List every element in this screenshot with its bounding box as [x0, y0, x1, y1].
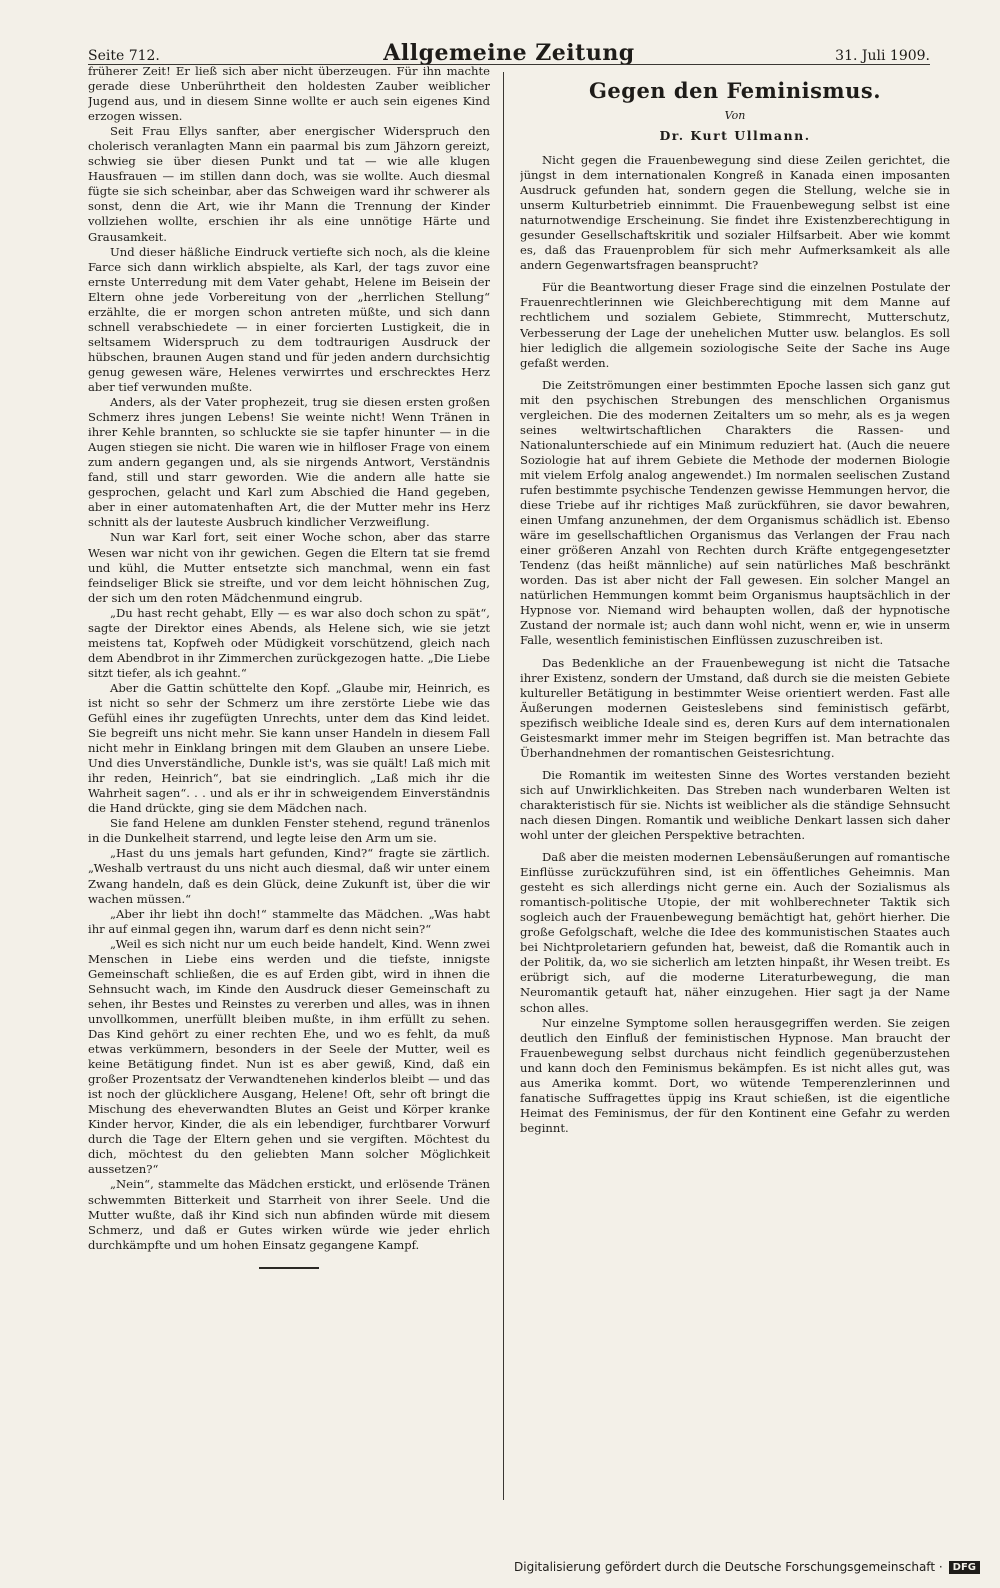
column-divider [503, 72, 504, 1500]
article-paragraph: Die Zeitströmungen einer bestimmten Epoche lassen sich ganz gut mit den psychischen Strebungen des menschlichen Organismus vergleichen. Die des modernen Zeitalters um so mehr, als es ja wegen seines weltwirtschaftlichen Charakters die Rassen- und Nationalunterschiede auf ein Minimum reduziert hat. (Auch die neuere Soziologie hat auf ihrem Gebiete die Methode der modernen Biologie mit vielem Erfolg analog angewendet.) Im normalen seelischen Zustand rufen bestimmte psychische Tendenzen gewisse Hemmungen hervor, die diese Triebe auf ihr richtiges Maß zurückführen, sie davor bewahren, einen Umfang anzunehmen, der dem Organismus schädlich ist. Ebenso wäre im gesellschaftlichen Organismus das Verlangen der Frau nach einer größeren Anzahl von Rechten durch Kräfte entgegengesetzter Tendenz (das heißt männliche) auf sein natürliches Maß beschränkt worden. Das ist aber nicht der Fall gewesen. Ein solcher Mangel an natürlichen Hemmungen kommt beim Organismus hauptsächlich in der Hypnose vor. Niemand wird behaupten wollen, daß der hypnotische Zustand der normale ist; auch dann wohl nicht, wenn er, wie in unserm Falle, wesentlich feministischen Einflüssen zuzuschreiben ist. [520, 377, 950, 648]
article-paragraph: Die Romantik im weitesten Sinne des Wortes verstanden bezieht sich auf Unwirklichkeiten. Das Streben nach wunderbaren Welten ist charakteristisch für sie. Nichts ist weiblicher als die ständige Sehnsucht nach diesen Dingen. Romantik und weibliche Denkart lassen sich daher wohl unter der gleichen Perspektive betrachten. [520, 767, 950, 843]
newspaper-title: Allgemeine Zeitung [383, 40, 635, 66]
left-column [88, 64, 490, 1504]
story-paragraph: Aber die Gattin schüttelte den Kopf. „Glaube mir, Heinrich, es ist nicht so sehr der Schmerz um ihre zerstörte Liebe wie das Gefühl eines ihr zugefügten Unrechts, unter dem das Kind leidet. Sie begreift uns nicht mehr. Sie kann unser Handeln in diesem Fall nicht mehr in Einklang bringen mit dem Glauben an unsere Liebe. Und dies Unverständliche, Dunkle ist's, was sie quält! Laß mich mit ihr reden, Heinrich“, bat sie eindringlich. „Laß mich ihr die Wahrheit sagen“. . . und als er ihr in schweigendem Einverständnis die Hand drückte, ging sie dem Mädchen nach. [88, 680, 490, 816]
story-paragraph: Seit Frau Ellys sanfter, aber energischer Widerspruch den cholerisch veranlagten Mann ein paarmal bis zum Jähzorn gereizt, schwieg sie über diesen Punkt und tat — wie alle klugen Hausfrauen — im stillen dann doch, was sie wollte. Auch diesmal fügte sie sich scheinbar, aber das Schweigen ward ihr schwerer als sonst, denn die Art, wie ihr Mann die Trennung der Kinder vollziehen wollte, erschien ihr als eine unnötige Härte und Grausamkeit. [88, 124, 490, 244]
article-paragraph: Nicht gegen die Frauenbewegung sind diese Zeilen gerichtet, die jüngst in dem internationalen Kongreß in Kanada einen imposanten Ausdruck gefunden hat, sondern gegen die Stellung, welche sie in unserm Kulturbetrieb einnimmt. Die Frauenbewegung selbst ist eine naturnotwendige Erscheinung. Sie findet ihre Existenzberechtigung in gesunder Gesellschaftskritik und sozialer Hilfsarbeit. Aber wie kommt es, daß das Frauenproblem für sich mehr Aufmerksamkeit als alle andern Gegenwartsfragen beansprucht? [520, 153, 950, 273]
article-author: Dr. Kurt Ullmann. [659, 128, 811, 143]
issue-date: 31. Juli 1909. [835, 48, 930, 64]
funding-credit: Digitalisierung gefördert durch die Deutsche Forschungsgemeinschaft · [514, 1560, 943, 1574]
story-paragraph: „Aber ihr liebt ihn doch!“ stammelte das Mädchen. „Was habt ihr auf einmal gegen ihn, warum darf es denn nicht sein?“ [88, 906, 490, 936]
digitization-footer [514, 1560, 980, 1574]
article-paragraph: Das Bedenkliche an der Frauenbewegung ist nicht die Tatsache ihrer Existenz, sondern der Umstand, daß durch sie die meisten Gebiete kultureller Betätigung in bestimmter Weise orientiert werden. Fast alle Äußerungen modernen Geisteslebens sind feministisch gefärbt, spezifisch weibliche Ideale sind es, deren Kurs auf dem internationalen Geistesmarkt immer mehr im Steigen begriffen ist. Man betrachte das Überhandnehmen der romantischen Geistesrichtung. [520, 655, 950, 760]
story-paragraph: früherer Zeit! Er ließ sich aber nicht überzeugen. Für ihn machte gerade diese Unberührtheit den holdesten Zauber weiblicher Jugend aus, und in diesem Sinne wollte er auch sein eigenes Kind erzogen wissen. [88, 64, 490, 124]
right-column [520, 64, 950, 1504]
article-title: Gegen den Feminismus. [588, 78, 882, 103]
article-byline-von: Von [724, 109, 746, 122]
article-paragraph: Für die Beantwortung dieser Frage sind die einzelnen Postulate der Frauenrechtlerinnen wie Gleichberechtigung mit dem Manne auf rechtlichem und sozialem Gebiete, Stimmrecht, Mutterschutz, Verbesserung der Lage der unehelichen Mutter usw. belanglos. Es soll hier lediglich die allgemein soziologische Seite der Sache ins Auge gefaßt werden. [520, 280, 950, 370]
story-paragraph: „Weil es sich nicht nur um euch beide handelt, Kind. Wenn zwei Menschen in Liebe eins werden und die tiefste, innigste Gemeinschaft schließen, die es auf Erden gibt, wird in ihnen die Sehnsucht wach, im Kinde den Ausdruck dieser Gemeinschaft zu sehen, ihr Bestes und Reinstes zu vererben und alles, was in ihnen unvollkommen, unerfüllt bleiben mußte, in ihm erfüllt zu sehen. Das Kind gehört zu einer rechten Ehe, und wo es fehlt, da muß etwas verkümmern, besonders in der Seele der Mutter, weil es keine Betätigung findet. Nun ist es aber gewiß, Kind, daß ein großer Prozentsatz der Verwandtenehen kinderlos bleibt — und das ist noch der glücklichere Ausgang, Helene! Oft, sehr oft bringt die Mischung des eheverwandten Blutes an Geist und Körper kranke Kinder hervor, Kinder, die als ein lebendiger, furchtbarer Vorwurf durch die Tage der Eltern gehen und sie vergiften. Möchtest du dich, möchtest du den geliebten Mann solcher Möglichkeit aussetzen?“ [88, 936, 490, 1177]
page-number: Seite 712. [88, 48, 160, 64]
story-paragraph: „Du hast recht gehabt, Elly — es war also doch schon zu spät“, sagte der Direktor eines Abends, als Helene sich, wie sie jetzt meistens tat, Kopfweh oder Müdigkeit vorschützend, gleich nach dem Abendbrot in ihr Zimmerchen zurückgezogen hatte. „Die Liebe sitzt tiefer, als ich geahnt.“ [88, 605, 490, 680]
story-end-rule [259, 1267, 319, 1269]
article-paragraph: Nur einzelne Symptome sollen herausgegriffen werden. Sie zeigen deutlich den Einfluß der feministischen Hypnose. Man braucht der Frauenbewegung selbst durchaus nicht feindlich gegenüberzustehen und kann doch den Feminismus bekämpfen. Es ist nicht alles gut, was aus Amerika kommt. Dort, wo wütende Temperenzlerinnen und fanatische Suffragettes üppig ins Kraut schießen, ist die eigentliche Heimat des Feminismus, der für den Kontinent eine Gefahr zu werden beginnt. [520, 1015, 950, 1135]
story-paragraph: Sie fand Helene am dunklen Fenster stehend, regund tränenlos in die Dunkelheit starrend, und legte leise den Arm um sie. [88, 816, 490, 846]
article-paragraph: Daß aber die meisten modernen Lebensäußerungen auf romantische Einflüsse zurückzuführen sind, ist ein öffentliches Geheimnis. Man gesteht es sich allerdings nicht gerne ein. Auch der Sozialismus als romantisch-politische Utopie, der mit wohlberechneter Taktik sich sogleich auch der Frauenbewegung bemächtigt hat, gehört hierher. Die große Gefolgschaft, welche die Idee des kommunistischen Staates auch bei Nichtproletariern gefunden hat, beweist, daß die Romantik auch in der Politik, da, wo sie sicherlich am letzten hinpaßt, ihr Wesen treibt. Es erübrigt sich, auf die moderne Literaturbewegung, die man Neuromantik getauft hat, näher einzugehen. Hier sagt ja der Name schon alles. [520, 850, 950, 1015]
story-paragraph: Anders, als der Vater prophezeit, trug sie diesen ersten großen Schmerz ihres jungen Lebens! Sie weinte nicht! Wenn Tränen in ihrer Kehle brannten, so schluckte sie sie tapfer hinunter — in die Augen stiegen sie nicht. Die waren wie in hilfloser Frage von einem zum andern gegangen und, als sie nirgends Antwort, Verständnis fand, still und starr geworden. Wie die andern alle hatte sie gesprochen, gelacht und Karl zum Abschied die Hand gegeben, aber in einer automatenhaften Art, die der Mutter mehr ins Herz schnitt als der lauteste Ausbruch kindlicher Verzweiflung. [88, 395, 490, 530]
dfg-logo-icon: DFG [949, 1561, 980, 1574]
story-paragraph: „Hast du uns jemals hart gefunden, Kind?“ fragte sie zärtlich. „Weshalb vertraust du uns nicht auch diesmal, daß wir unter einem Zwang handeln, daß es dein Glück, deine Zukunft ist, über die wir wachen müssen.“ [88, 846, 490, 906]
story-paragraph: Und dieser häßliche Eindruck vertiefte sich noch, als die kleine Farce sich dann wirklich abspielte, als Karl, der tags zuvor eine ernste Unterredung mit dem Vater gehabt, Helene im Beisein der Eltern ohne jede Vorbereitung von der „herrlichen Stellung“ erzählte, die er morgen schon antreten müßte, und sich dann schnell verabschiedete — in einer forcierten Lustigkeit, die in seltsamem Widerspruch zu dem todtraurigen Ausdruck der hübschen, braunen Augen stand und für jeden andern durchsichtig genug gewesen wäre, Helenes verwirrtes und erschrecktes Herz aber tief verwunden mußte. [88, 244, 490, 394]
story-paragraph: „Nein“, stammelte das Mädchen erstickt, und erlösende Tränen schwemmten Bitterkeit und Starrheit von ihrer Seele. Und die Mutter wußte, daß ihr Kind sich nun abfinden würde mit diesem Schmerz, und daß er Gutes wirken würde wie jeder ehrlich durchkämpfte und um hohen Einsatz gegangene Kampf. [88, 1177, 490, 1252]
story-paragraph: Nun war Karl fort, seit einer Woche schon, aber das starre Wesen war nicht von ihr gewichen. Gegen die Eltern tat sie fremd und kühl, die Mutter entsetzte sich manchmal, wenn ein fast feindseliger Blick sie streifte, und vor dem leicht höhnischen Zug, der sich um den roten Mädchenmund eingrub. [88, 530, 490, 605]
